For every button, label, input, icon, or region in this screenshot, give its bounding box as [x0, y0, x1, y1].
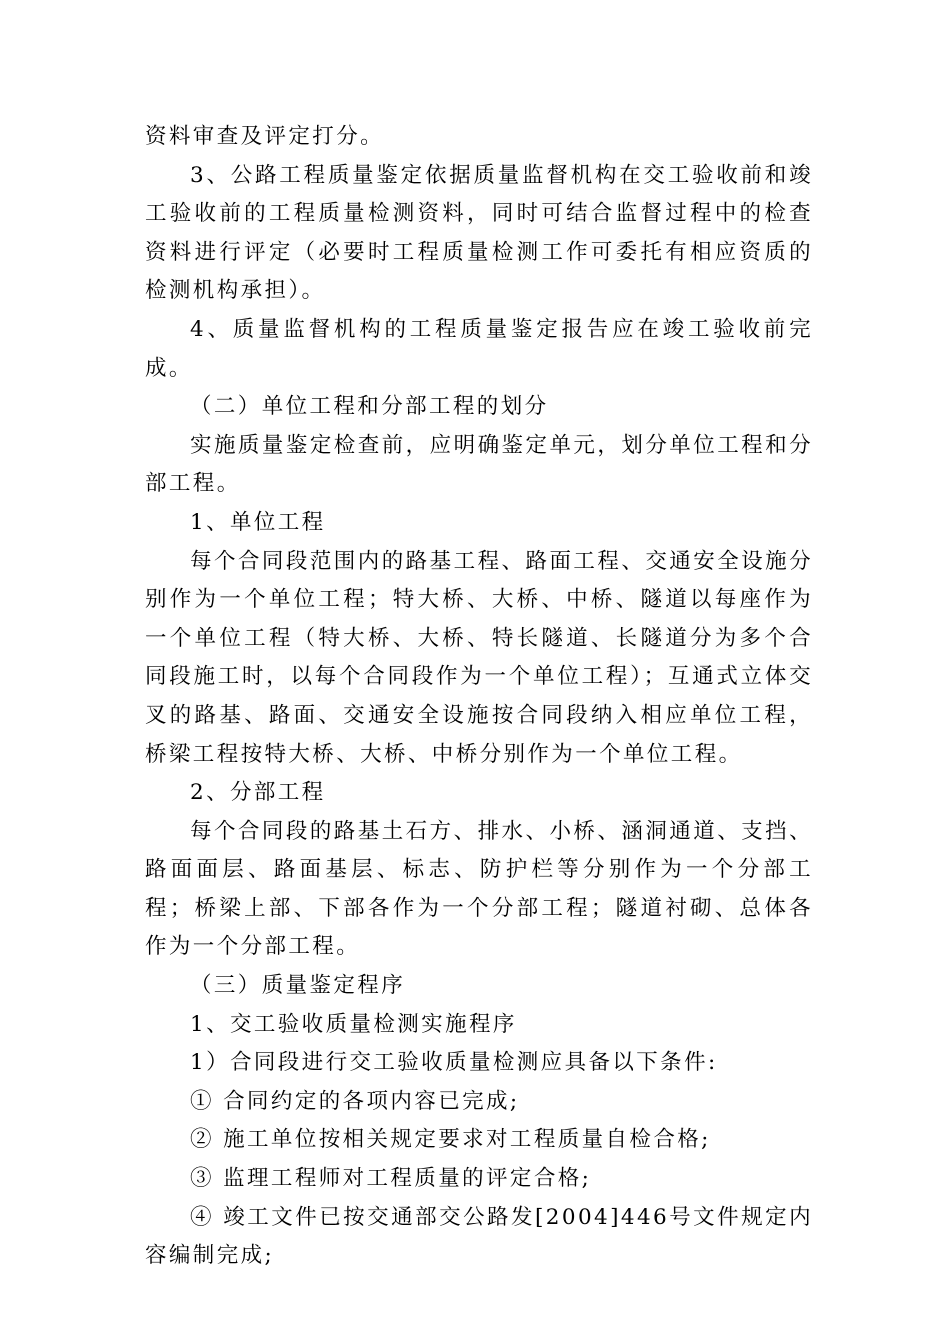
subsection-heading: 2、分部工程 [190, 780, 326, 806]
paragraph: 每个合同段范围内的路基工程、路面工程、交通安全设施分别作为一个单位工程；特大桥、大桥、中桥、隧道以每座作为一个单位工程（特大桥、大桥、特长隧道、长隧道分为多个合同段施工时，以每个合同段作为一个单位工程）；互通式立体交叉的路基、路面、交通安全设施按合同段纳入相应单位工程，桥梁工程按特大桥、大桥、中桥分别作为一个单位工程。 [145, 548, 813, 767]
subsection-heading: 1、单位工程 [190, 509, 326, 535]
list-item: ① 合同约定的各项内容已完成; [190, 1088, 520, 1114]
list-item: ④ 竣工文件已按交通部交公路发[2004]446号文件规定内容编制完成; [145, 1204, 813, 1269]
paragraph: 实施质量鉴定检查前，应明确鉴定单元，划分单位工程和分部工程。 [145, 432, 813, 497]
paragraph: 4、质量监督机构的工程质量鉴定报告应在竣工验收前完成。 [145, 316, 813, 381]
document-body [145, 118, 813, 1276]
paragraph: 每个合同段的路基土石方、排水、小桥、涵洞通道、支挡、路面面层、路面基层、标志、防护栏等分别作为一个分部工程；桥梁上部、下部各作为一个分部工程；隧道衬砌、总体各作为一个分部工程。 [145, 818, 813, 960]
subsection-heading: 1、交工验收质量检测实施程序 [190, 1011, 517, 1037]
paragraph: 资料审查及评定打分。 [145, 124, 385, 149]
paragraph: 3、公路工程质量鉴定依据质量监督机构在交工验收前和竣工验收前的工程质量检测资料，同时可结合监督过程中的检查资料进行评定（必要时工程质量检测工作可委托有相应资质的检测机构承担）。 [145, 162, 813, 304]
list-item: ② 施工单位按相关规定要求对工程质量自检合格; [190, 1127, 711, 1153]
list-intro: 1）合同段进行交工验收质量检测应具备以下条件: [190, 1050, 718, 1076]
section-heading: （二）单位工程和分部工程的划分 [190, 394, 549, 420]
section-heading: （三）质量鉴定程序 [190, 973, 406, 999]
list-item: ③ 监理工程师对工程质量的评定合格; [190, 1166, 592, 1192]
